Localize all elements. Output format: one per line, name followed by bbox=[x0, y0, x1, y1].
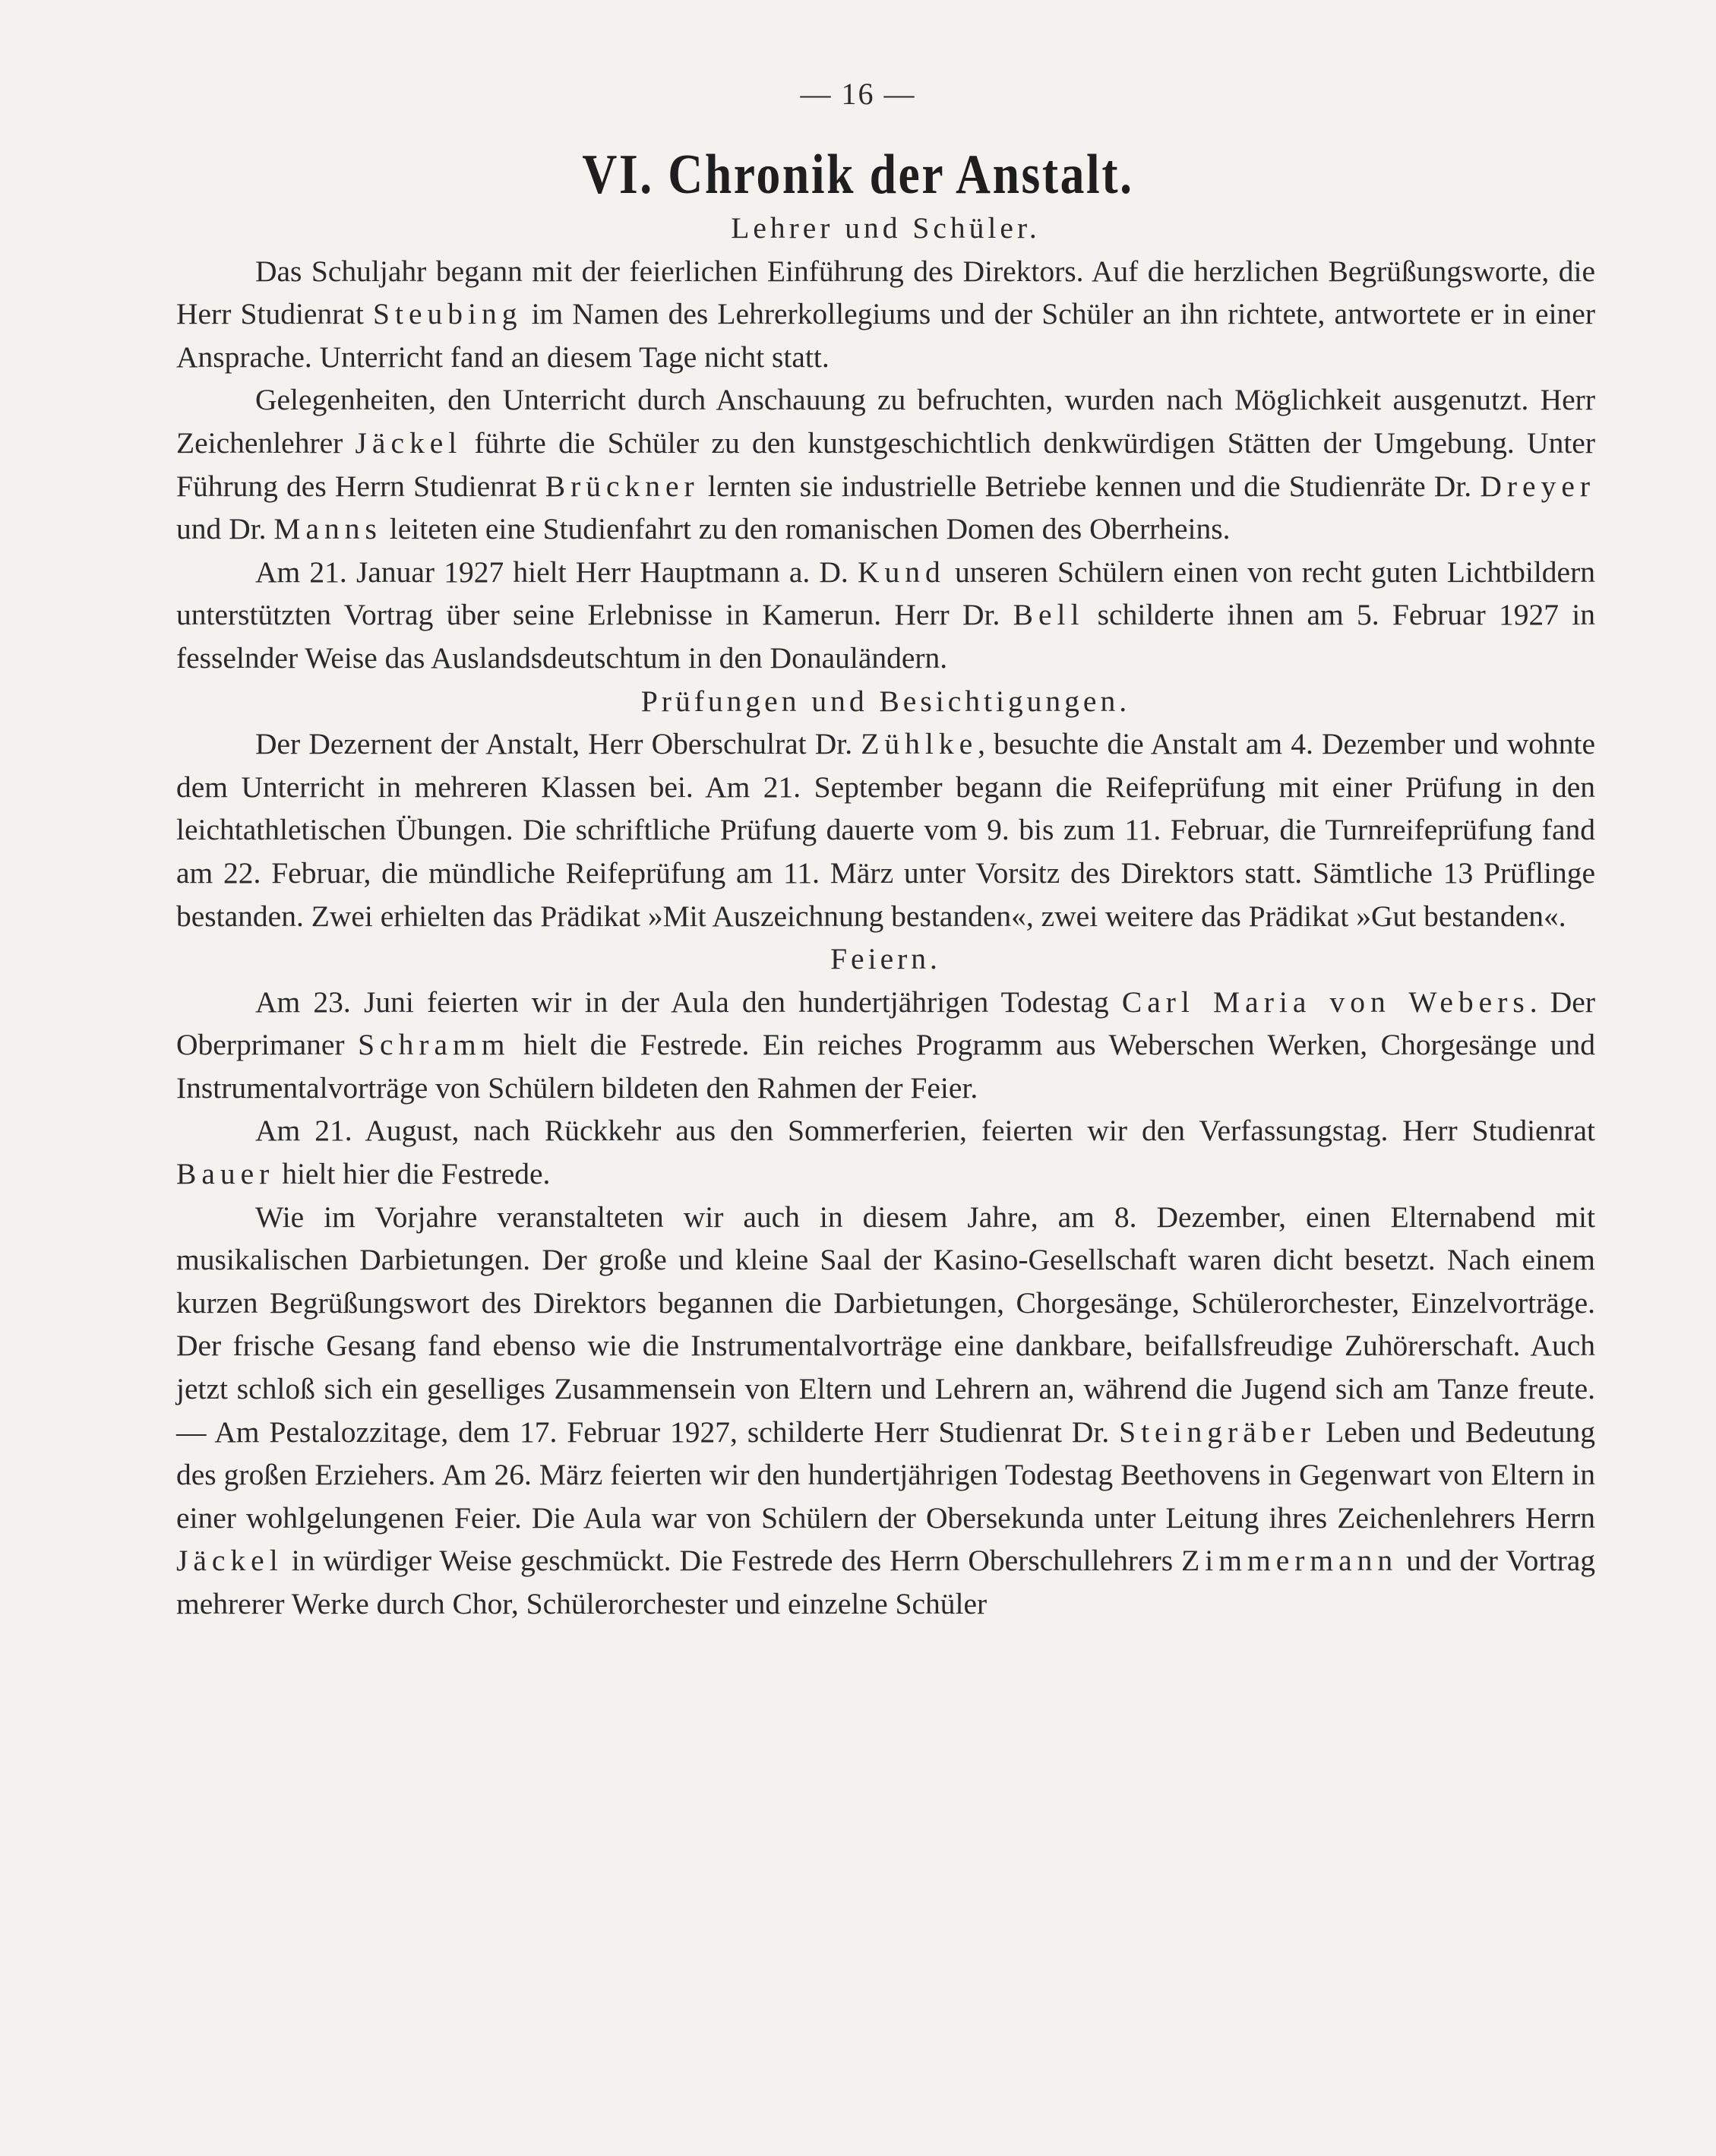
body-text bbox=[176, 207, 1595, 1626]
spaced-name: Zühlke bbox=[861, 727, 978, 761]
text-run: Am 21. Januar 1927 hielt Herr Hauptmann a. D. bbox=[255, 555, 858, 589]
spaced-name: Jäckel bbox=[355, 425, 463, 460]
paragraph bbox=[176, 722, 1595, 937]
spaced-name: Bauer bbox=[176, 1157, 275, 1191]
paragraph bbox=[176, 551, 1595, 680]
spaced-name: Steingräber bbox=[1119, 1415, 1316, 1449]
text-run: und der Vortrag mehrerer Werke durch Chor, Schülerorchester und einzelne Schüler bbox=[176, 1544, 1596, 1620]
spaced-name: Carl Maria von Webers bbox=[1121, 985, 1530, 1019]
text-run: Am 23. Juni feierten wir in der Aula den hundertjährigen Todestag bbox=[255, 985, 1122, 1019]
text-run: schilderte ihnen am 5. Februar 1927 in fesselnder Weise das Auslandsdeutschtum in den Donauländern. bbox=[176, 598, 1595, 675]
spaced-name: Schramm bbox=[358, 1028, 510, 1062]
section-pruefungen bbox=[176, 680, 1595, 938]
text-run: im Namen des Lehrerkollegiums und der Schüler an ihn richtete, antwortete er in einer Ansprache. Unterricht fand an diesem Tage nicht statt. bbox=[176, 297, 1595, 374]
spaced-name: Jäckel bbox=[176, 1544, 283, 1578]
text-run: Leben und Bedeutung des großen Erziehers. Am 26. März feierten wir den hundertjährigen Todestag Beethovens in Gegenwart von Eltern in einer wohlgelungenen Feier. Die Aula war von Schülern der Obersekunda unter Leitung ihres Zeichenlehrers Herrn bbox=[176, 1415, 1595, 1535]
text-run: lernten sie industrielle Betriebe kennen und die Studienräte Dr. bbox=[699, 469, 1481, 503]
spaced-name: Bell bbox=[1013, 598, 1085, 632]
text-run: , besuchte die Anstalt am 4. Dezember und wohnte dem Unterricht in mehreren Klassen bei. Am 21. September begann die Reifeprüfung mit einer Prüfung in den leichtathletischen Übungen. Die schriftliche Prüfung dauerte vom 9. bis zum 11. Februar, die Turnreifeprüfung fand am 22. Februar, die mündliche Reifeprüfung am 11. März unter Vorsitz des Direktors statt. Sämtliche 13 Prüflinge bestanden. Zwei erhielten das Prädikat »Mit Auszeichnung bestanden«, zwei weitere das Prädikat »Gut bestanden«. bbox=[176, 727, 1595, 933]
text-run: Der Dezernent der Anstalt, Herr Oberschulrat Dr. bbox=[255, 727, 861, 761]
chapter-title: VI. Chronik der Anstalt. bbox=[582, 144, 1134, 206]
section-heading: Prüfungen und Besichtigungen. bbox=[640, 684, 1131, 718]
paragraph bbox=[176, 981, 1595, 1110]
text-run: hielt die Festrede. Ein reiches Programm aus Weberschen Werken, Chorgesänge und Instrumentalvorträge von Schülern bildeten den Rahmen der Feier. bbox=[176, 1028, 1595, 1105]
paragraph bbox=[176, 1196, 1595, 1626]
text-run: leiteten eine Studienfahrt zu den romanischen Domen des Oberrheins. bbox=[381, 512, 1231, 546]
text-run: führte die Schüler zu den kunstgeschichtlich denkwürdigen Stätten der Umgebung. Unter Führung des Herrn Studienrat bbox=[176, 425, 1595, 503]
page-number: — 16 — bbox=[800, 77, 916, 111]
spaced-name: Zimmermann bbox=[1181, 1544, 1398, 1578]
section-feiern bbox=[176, 937, 1595, 1626]
section-heading: Lehrer und Schüler. bbox=[731, 211, 1041, 245]
paragraph bbox=[176, 378, 1595, 550]
spaced-name: Brückner bbox=[545, 469, 700, 503]
paragraph bbox=[176, 250, 1595, 379]
text-run: Das Schuljahr begann mit der feierlichen Einführung des Direktors. Auf die herzlichen Begrüßungsworte, die Herr Studienrat bbox=[176, 254, 1595, 331]
text-run: . Der Oberprimaner bbox=[176, 985, 1595, 1062]
text-run: Wie im Vorjahre veranstalteten wir auch in diesem Jahre, am 8. Dezember, einen Elternabend mit musikalischen Darbietungen. Der große und kleine Saal der Kasino-Gesellschaft waren dicht besetzt. Nach einem kurzen Begrüßungswort des Direktors begannen die Darbietungen, Chorgesänge, Schülerorchester, Einzelvorträge. Der frische Gesang fand ebenso wie die Instrumentalvorträge eine dankbare, beifallsfreudige Zuhörerschaft. Auch jetzt schloß sich ein geselliges Zusammensein von Eltern und Lehrern an, während die Jugend sich am Tanze freute. — Am Pestalozzitage, dem 17. Februar 1927, schilderte Herr Studienrat Dr. bbox=[176, 1200, 1595, 1449]
spaced-name: Manns bbox=[273, 512, 382, 546]
spaced-name: Kund bbox=[857, 555, 946, 589]
section-heading: Feiern. bbox=[830, 942, 941, 976]
text-run: und Dr. bbox=[176, 512, 274, 546]
text-run: in würdiger Weise geschmückt. Die Festrede des Herrn Oberschullehrers bbox=[283, 1544, 1182, 1578]
text-run: Gelegenheiten, den Unterricht durch Anschauung zu befruchten, wurden nach Möglichkeit ausgenutzt. Herr Zeichenlehrer bbox=[176, 383, 1595, 460]
spaced-name: Steubing bbox=[373, 297, 523, 331]
spaced-name: Dreyer bbox=[1480, 469, 1596, 503]
paragraph bbox=[176, 1109, 1595, 1195]
text-run: unseren Schülern einen von recht guten Lichtbildern unterstützten Vortrag über seine Erlebnisse in Kamerun. Herr Dr. bbox=[176, 555, 1595, 632]
section-lehrer-und-schueler bbox=[176, 207, 1595, 680]
text-run: Am 21. August, nach Rückkehr aus den Sommerferien, feierten wir den Verfassungstag. Herr Studienrat bbox=[255, 1114, 1595, 1148]
text-run: hielt hier die Festrede. bbox=[274, 1157, 551, 1191]
